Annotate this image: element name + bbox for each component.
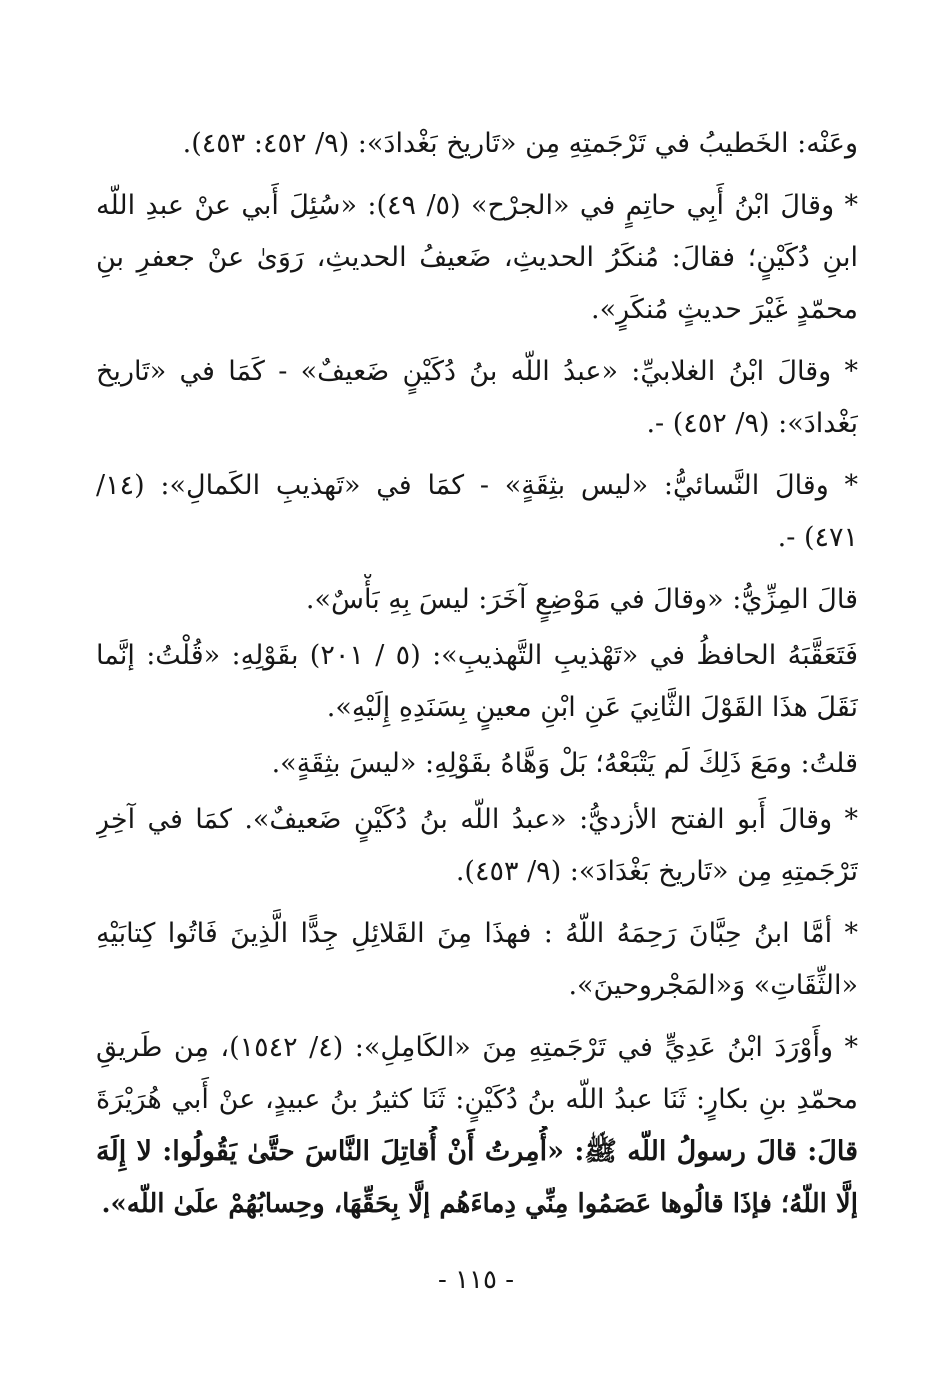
text-line: فَتَعَقَّبَهُ الحافظُ في «تَهْذيبِ التَّهذيبِ»: (٥ / ٢٠١) بقَوْلِهِ: «قُلْتُ: إنَّما bbox=[96, 640, 858, 671]
text-line: محمّدٍ غَيْرَ حديثٍ مُنكَرٍ». bbox=[591, 294, 858, 325]
text-line: * وقالَ ابْنُ أَبِي حاتِمٍ في «الجرْح» (٥/ ٤٩): «سُئِلَ أَبي عنْ عبدِ اللّه bbox=[96, 190, 858, 221]
text-line: قالَ المِزِّيُّ: «وقالَ في مَوْضِعٍ آخَرَ: ليسَ بِهِ بَأْسٌ». bbox=[305, 584, 858, 615]
text-line: محمّدِ بنِ بكارٍ: ثَنَا عبدُ اللّه بنُ دُكَيْنٍ: ثَنَا كثيرُ بنُ عبيدٍ، عنْ أَبي هُرَيْرَةَ bbox=[96, 1084, 858, 1115]
text-line: * أمَّا ابنُ حِبَّانَ رَحِمَهُ اللّهُ : فهذَا مِنَ القَلائِلِ جِدًّا الَّذِينَ فَاتُوا كِتابَيْهِ bbox=[96, 918, 858, 949]
page-number: - ١١٥ - bbox=[437, 1265, 515, 1295]
text-line: * وأَوْرَدَ ابْنُ عَدِيٍّ في تَرْجَمتِهِ مِنَ «الكَامِلِ»: (٤/ ١٥٤٢)، مِن طَريقِ bbox=[96, 1032, 858, 1063]
text-line: * وقالَ أَبو الفتح الأزديُّ: «عبدُ اللّه بنُ دُكَيْنٍ ضَعيفٌ». كمَا في آخِرِ bbox=[96, 804, 858, 835]
text-line: «الثِّقَاتِ» وَ«المَجْروحينَ». bbox=[568, 970, 858, 1001]
page-body bbox=[96, 118, 858, 1230]
text-line: وعَنْه: الخَطيبُ في تَرْجَمتِهِ مِن «تَاريخ بَغْدادَ»: (٩/ ٤٥٢: ٤٥٣). bbox=[182, 128, 858, 159]
text-line: ابنِ دُكَيْنٍ؛ فقالَ: مُنكَرُ الحديثِ، ضَعيفُ الحديثِ، رَوَىٰ عنْ جعفرِ بنِ bbox=[96, 242, 858, 273]
text-line: ٤٧١) -. bbox=[777, 522, 858, 553]
text-line: تَرْجَمتِهِ مِن «تَاريخ بَغْدَادَ»: (٩/ ٤٥٣). bbox=[455, 856, 858, 887]
text-line: قلتُ: ومَعَ ذَلِكَ لَم يَتْبَعْهُ؛ بَلْ وَهَّاهُ بقَوْلِهِ: «ليسَ بثِقَةٍ». bbox=[271, 748, 858, 779]
text-line: نَقَلَ هذَا القَوْلَ الثَّانِيَ عَنِ ابْنِ معينٍ بِسَنَدِهِ إِلَيْهِ». bbox=[326, 692, 858, 723]
text-line: إلَّا اللّهُ؛ فإذَا قالُوها عَصَمُوا مِنِّي دِماءَهُم إلَّا بِحَقِّهَا، وحِسابُهُمْ علَىٰ اللّه». bbox=[101, 1189, 858, 1219]
text-line: بَغْدادَ»: (٩/ ٤٥٢) -. bbox=[646, 408, 858, 439]
text-line: قالَ: قالَ رسولُ اللّه ﷺ: «أُمِرتُ أَنْ أُقاتِلَ النَّاسَ حتَّىٰ يَقُولُوا: لا إِلَهَ bbox=[96, 1136, 858, 1167]
text-line: * وقالَ النَّسائيُّ: «ليس بثِقَةٍ» - كمَا في «تَهذيبِ الكَمالِ»: (١٤/ bbox=[96, 470, 858, 501]
text-line: * وقالَ ابْنُ الغلابيِّ: «عبدُ اللّه بنُ دُكَيْنٍ ضَعيفٌ» - كَمَا في «تَاريخ bbox=[96, 356, 858, 387]
